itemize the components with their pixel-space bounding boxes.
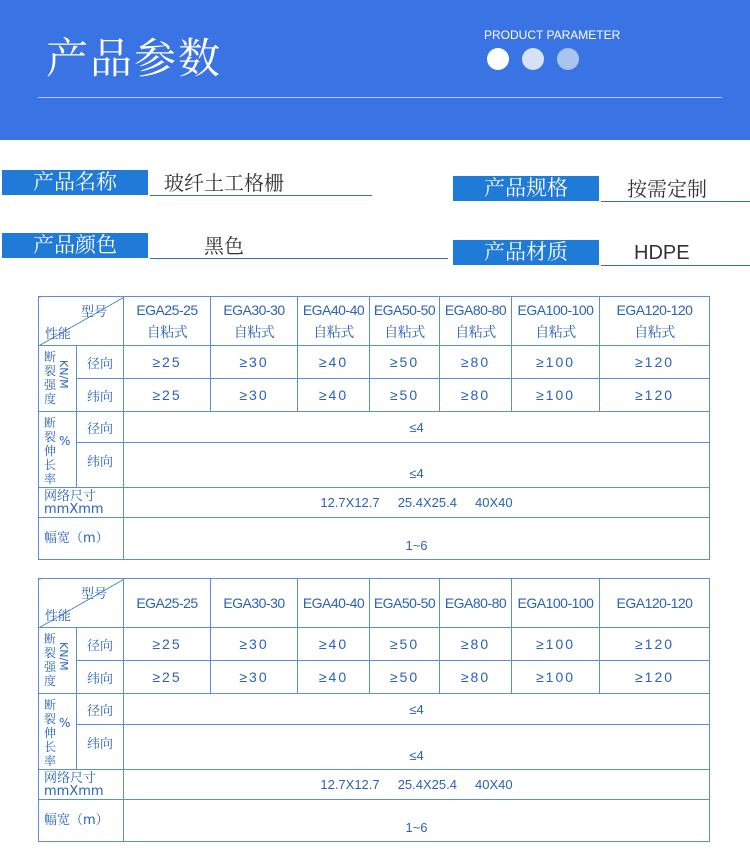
mesh-value: 12.7X12.7 25.4X25.4 40X40 xyxy=(124,770,710,800)
strength-label-cell: 断 裂 强 度 KN/M xyxy=(39,346,77,412)
mesh-label-cell: 网络尺寸 mmXmm xyxy=(39,770,124,800)
spec-label-material: 产品材质 xyxy=(453,240,599,265)
strength-label-cell: 断 裂 强 度 KN/M xyxy=(39,628,77,694)
param-table-1 xyxy=(38,296,710,560)
banner-divider xyxy=(38,97,722,98)
spec-value-material: HDPE xyxy=(601,240,750,266)
strength-warp-value: ≥25 xyxy=(124,628,211,661)
strength-weft-value: ≥30 xyxy=(211,661,298,694)
strength-warp-value: ≥30 xyxy=(211,346,298,379)
strength-weft-value: ≥25 xyxy=(124,379,211,412)
model-header: EGA50-50 自粘式 xyxy=(370,297,440,346)
width-value-cell xyxy=(124,800,710,842)
spec-value-size: 按需定制 xyxy=(601,176,750,202)
strength-weft-value: ≥80 xyxy=(440,661,512,694)
model-header: EGA25-25 xyxy=(124,579,211,628)
weft-label: 纬向 xyxy=(77,379,124,412)
decor-dot-1 xyxy=(487,48,509,70)
model-header: EGA120-120 自粘式 xyxy=(600,297,710,346)
strength-weft-value: ≥30 xyxy=(211,379,298,412)
warp-label: 径向 xyxy=(77,628,124,661)
model-header: EGA80-80 自粘式 xyxy=(440,297,512,346)
strength-weft-value: ≥25 xyxy=(124,661,211,694)
spec-label-color: 产品颜色 xyxy=(2,233,148,258)
strength-weft-value: ≥120 xyxy=(600,661,710,694)
elongation-label-cell: 断 裂 伸 长 率 % xyxy=(39,694,77,770)
width-value: 1~6 xyxy=(405,538,428,553)
spec-label-size: 产品规格 xyxy=(453,176,599,201)
width-label: 幅宽（m） xyxy=(39,800,124,842)
weft-label: 纬向 xyxy=(77,443,124,488)
width-label: 幅宽（m） xyxy=(39,518,124,560)
elongation-weft-cell xyxy=(124,725,710,770)
strength-warp-value: ≥25 xyxy=(124,346,211,379)
weft-label: 纬向 xyxy=(77,661,124,694)
strength-warp-value: ≥120 xyxy=(600,628,710,661)
strength-weft-value: ≥40 xyxy=(298,661,370,694)
elongation-weft-cell xyxy=(124,443,710,488)
warp-label: 径向 xyxy=(77,412,124,443)
strength-warp-value: ≥30 xyxy=(211,628,298,661)
header-property-label: 性能 xyxy=(45,609,72,624)
strength-unit: KN/M xyxy=(57,642,70,671)
strength-warp-value: ≥80 xyxy=(440,628,512,661)
elongation-warp-value: ≤4 xyxy=(124,412,710,443)
strength-weft-value: ≥50 xyxy=(370,661,440,694)
decor-dot-3 xyxy=(557,48,579,70)
width-value: 1~6 xyxy=(405,820,428,835)
elongation-weft-value: ≤4 xyxy=(409,748,424,763)
elongation-label-cell: 断 裂 伸 长 率 % xyxy=(39,412,77,488)
elongation-weft-value: ≤4 xyxy=(409,466,424,481)
header-property-label: 性能 xyxy=(45,327,72,342)
warp-label: 径向 xyxy=(77,694,124,725)
page-title: 产品参数 xyxy=(46,34,223,83)
model-header: EGA80-80 xyxy=(440,579,512,628)
weft-label: 纬向 xyxy=(77,725,124,770)
width-value-cell xyxy=(124,518,710,560)
param-table-2 xyxy=(38,578,710,842)
model-header: EGA30-30 xyxy=(211,579,298,628)
elongation-unit: % xyxy=(59,434,71,448)
strength-weft-value: ≥80 xyxy=(440,379,512,412)
strength-warp-value: ≥120 xyxy=(600,346,710,379)
warp-label: 径向 xyxy=(77,346,124,379)
strength-warp-value: ≥100 xyxy=(512,628,600,661)
model-header: EGA100-100 自粘式 xyxy=(512,297,600,346)
mesh-label-cell: 网络尺寸 mmXmm xyxy=(39,488,124,518)
header-diagonal-cell xyxy=(39,297,124,346)
spec-value-name: 玻纤土工格栅 xyxy=(150,170,372,196)
header-model-label: 型号 xyxy=(80,587,107,602)
model-header: EGA100-100 xyxy=(512,579,600,628)
model-header: EGA120-120 xyxy=(600,579,710,628)
model-header: EGA40-40 自粘式 xyxy=(298,297,370,346)
elongation-unit: % xyxy=(59,716,71,730)
header-banner xyxy=(0,0,750,140)
strength-weft-value: ≥100 xyxy=(512,661,600,694)
strength-warp-value: ≥40 xyxy=(298,628,370,661)
spec-label-name: 产品名称 xyxy=(2,170,148,195)
strength-warp-value: ≥100 xyxy=(512,346,600,379)
model-header: EGA25-25 自粘式 xyxy=(124,297,211,346)
spec-value-color: 黑色 xyxy=(150,233,448,259)
page-subtitle: PRODUCT PARAMETER xyxy=(484,28,621,42)
strength-weft-value: ≥120 xyxy=(600,379,710,412)
strength-warp-value: ≥50 xyxy=(370,628,440,661)
model-header: EGA40-40 xyxy=(298,579,370,628)
strength-weft-value: ≥50 xyxy=(370,379,440,412)
model-header: EGA30-30 自粘式 xyxy=(211,297,298,346)
strength-weft-value: ≥40 xyxy=(298,379,370,412)
mesh-value: 12.7X12.7 25.4X25.4 40X40 xyxy=(124,488,710,518)
header-model-label: 型号 xyxy=(80,305,107,320)
header-diagonal-cell xyxy=(39,579,124,628)
elongation-warp-value: ≤4 xyxy=(124,694,710,725)
strength-unit: KN/M xyxy=(57,360,70,389)
strength-weft-value: ≥100 xyxy=(512,379,600,412)
model-header: EGA50-50 xyxy=(370,579,440,628)
decor-dot-2 xyxy=(522,48,544,70)
strength-warp-value: ≥40 xyxy=(298,346,370,379)
strength-warp-value: ≥80 xyxy=(440,346,512,379)
strength-warp-value: ≥50 xyxy=(370,346,440,379)
